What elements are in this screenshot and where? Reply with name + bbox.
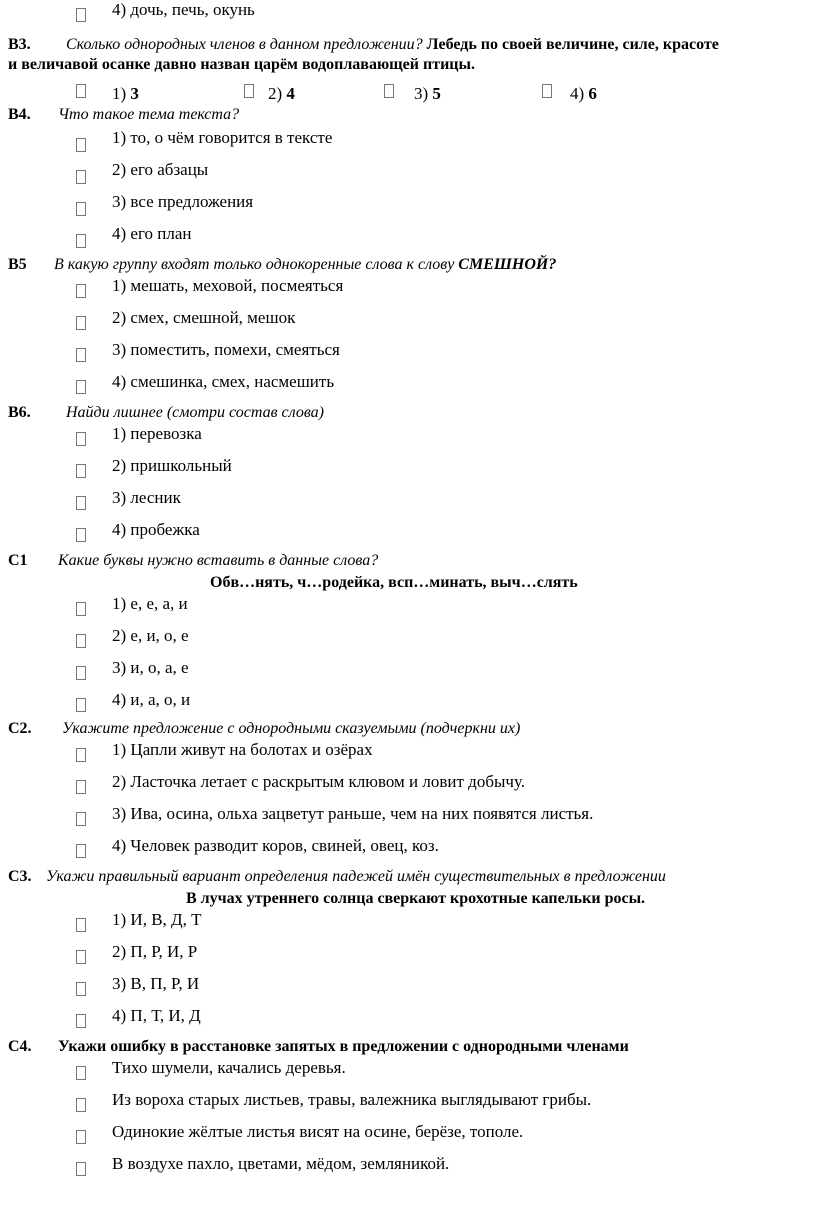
answer-checkbox[interactable] [76,634,86,648]
answer-checkbox[interactable] [76,316,86,330]
question-number: В3. [8,36,31,53]
question-sentence: В лучах утреннего солнца сверкают крохотные капельки росы. [186,890,646,907]
answer-checkbox[interactable] [76,234,86,248]
option-text: 1) мешать, меховой, посмеяться [112,276,344,295]
answer-checkbox[interactable] [76,348,86,362]
question-prompt: В какую группу входят только однокоренные слова к слову [54,256,455,273]
option-text: 4) Человек разводит коров, свиней, овец, коз. [112,836,439,855]
question-prompt: Сколько однородных членов в данном предложении? [66,36,423,53]
option-text: 3) поместить, помехи, смеяться [112,340,340,359]
question-number: С1 [8,552,28,569]
answer-checkbox[interactable] [542,84,552,98]
answer-checkbox[interactable] [76,982,86,996]
option-text: 1) 3 [112,84,139,103]
answer-checkbox[interactable] [76,138,86,152]
option-text: 4) и, а, о, и [112,690,191,709]
option-text: 4) дочь, печь, окунь [112,0,255,19]
answer-checkbox[interactable] [76,432,86,446]
answer-checkbox[interactable] [76,950,86,964]
question-number: С4. [8,1038,32,1055]
option-text: 2) пришкольный [112,456,232,475]
answer-checkbox[interactable] [76,464,86,478]
question-number: В4. [8,106,31,123]
answer-checkbox[interactable] [76,284,86,298]
option-text: 4) его план [112,224,192,243]
option-text: 1) е, е, а, и [112,594,188,613]
option-text: 1) И, В, Д, Т [112,910,202,929]
answer-checkbox[interactable] [76,666,86,680]
answer-checkbox[interactable] [76,1162,86,1176]
question-words: Обв…нять, ч…родейка, всп…минать, выч…слять [210,574,578,591]
option-text: 4) 6 [570,84,597,103]
answer-checkbox[interactable] [76,812,86,826]
answer-checkbox[interactable] [384,84,394,98]
answer-checkbox[interactable] [76,1098,86,1112]
option-text: Из вороха старых листьев, травы, валежника выглядывают грибы. [112,1090,592,1109]
answer-checkbox[interactable] [76,918,86,932]
question-text [66,36,719,54]
option-text: 4) смешинка, смех, насмешить [112,372,335,391]
answer-checkbox[interactable] [76,528,86,542]
option-text: 3) лесник [112,488,181,507]
option-text: 2) П, Р, И, Р [112,942,198,961]
option-text: 2) 4 [268,84,295,103]
question-text: Какие буквы нужно вставить в данные слова? [58,552,379,569]
answer-checkbox[interactable] [76,380,86,394]
option-text: 3) и, о, а, е [112,658,189,677]
answer-checkbox[interactable] [76,202,86,216]
option-text: 3) В, П, Р, И [112,974,200,993]
option-text: 3) Ива, осина, ольха зацветут раньше, чем на них появятся листья. [112,804,594,823]
option-text: 2) Ласточка летает с раскрытым клювом и ловит добычу. [112,772,525,791]
option-text: 1) то, о чём говорится в тексте [112,128,333,147]
option-text: 3) 5 [414,84,441,103]
question-text: Найди лишнее (смотри состав слова) [66,404,324,421]
question-number: В6. [8,404,31,421]
option-text: 1) перевозка [112,424,202,443]
answer-checkbox[interactable] [76,1130,86,1144]
question-text [54,256,556,274]
option-text: 4) П, Т, И, Д [112,1006,201,1025]
option-text: 1) Цапли живут на болотах и озёрах [112,740,373,759]
option-text: 2) его абзацы [112,160,209,179]
option-text: В воздухе пахло, цветами, мёдом, земляникой. [112,1154,450,1173]
answer-checkbox[interactable] [244,84,254,98]
answer-checkbox[interactable] [76,8,86,22]
question-sentence: Лебедь по своей величине, силе, красоте [426,36,719,53]
option-text: 2) е, и, о, е [112,626,189,645]
answer-checkbox[interactable] [76,844,86,858]
question-number: В5 [8,256,27,273]
answer-checkbox[interactable] [76,496,86,510]
answer-checkbox[interactable] [76,780,86,794]
option-text: 2) смех, смешной, мешок [112,308,296,327]
option-text: 3) все предложения [112,192,254,211]
question-text: Укажите предложение с однородными сказуемыми (подчеркни их) [62,720,521,737]
question-sentence-continuation: и величавой осанке давно назван царём водоплавающей птицы. [8,56,476,73]
question-keyword: СМЕШНОЙ? [458,256,557,273]
answer-checkbox[interactable] [76,748,86,762]
option-text: 4) пробежка [112,520,200,539]
question-text: Укажи правильный вариант определения падежей имён существительных в предложении [46,868,666,885]
answer-checkbox[interactable] [76,1066,86,1080]
option-text: Тихо шумели, качались деревья. [112,1058,346,1077]
question-number: С3. [8,868,32,885]
question-text: Что такое тема текста? [58,106,240,123]
question-number: С2. [8,720,32,737]
answer-checkbox[interactable] [76,698,86,712]
option-text: Одинокие жёлтые листья висят на осине, берёзе, тополе. [112,1122,524,1141]
answer-checkbox[interactable] [76,602,86,616]
answer-checkbox[interactable] [76,84,86,98]
answer-checkbox[interactable] [76,1014,86,1028]
question-text: Укажи ошибку в расстановке запятых в предложении с однородными членами [58,1038,629,1055]
answer-checkbox[interactable] [76,170,86,184]
